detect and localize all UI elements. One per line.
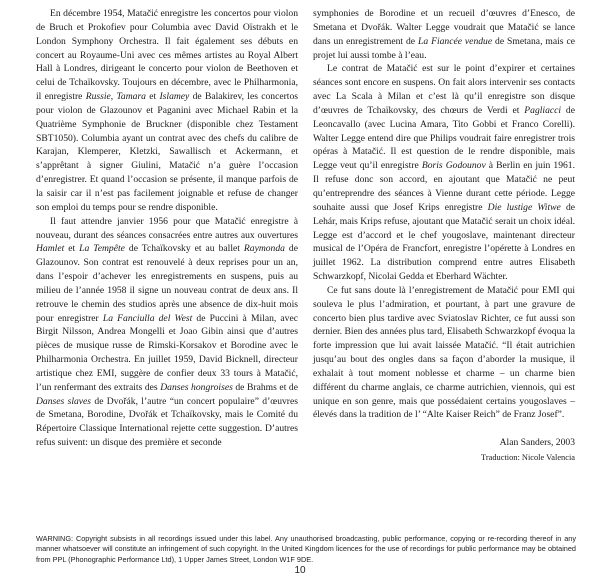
paragraph: symphonies de Borodine et un recueil d’œuvres d’Enesco, de Smetana et Dvořák. Walter Legge voudrait que Matačić se lance dans un enregistrement de La Fiancée vendue de Smetana, mais ce projet lui aussi tombe à l’eau. [313,8,575,61]
left-column [36,7,298,450]
page-number: 10 [294,565,306,576]
copyright-warning: WARNING: Copyright subsists in all recordings issued under this label. Any unauthorised broadcasting, public performance, copying or re-recording thereof in any manner whatsoever will constitute an infringement of such copyright. In the United Kingdom licences for the use of recordings for public performance may be obtained from PPL (Phonographic Performance Ltd), 1 Upper James Street, London W1F 9DE. [36,534,576,564]
paragraph: En décembre 1954, Matačić enregistre les concertos pour violon de Bruch et Prokofiev pour Columbia avec David Oïstrakh et le London Symphony Orchestra. Il fait également ses débuts en concert au Royaume-Uni avec ces mêmes artistes au Royal Albert Hall à Londres, dirigeant le concerto pour violon de Beethoven et celui de Tchaïkovsky. Toujours en décembre, avec le Philharmonia, il enregistre Russie, Tamara et Islamey de Balakirev, les concertos pour violon de Glazounov et Paganini avec Michael Rabin et la Quatrième Symphonie de Bruckner (disponible chez Testament SBT1050). Columbia ayant un contrat avec des chefs du calibre de Karajan, Klemperer, Kletzki, Sawallisch et Ackermann, et s’apprêtant à signer Giulini, Matačić n’a guère l’occasion d’enregistrer. Et quand l’occasion se présente, il manque parfois de la saisir car il n’est pas facilement joignable et refuse de changer son emploi du temps pour se rendre disponible. [36,8,298,213]
author-signature: Alan Sanders, 2003 [499,437,575,449]
translation-credit: Traduction: Nicole Valencia [481,453,575,463]
paragraph: Il faut attendre janvier 1956 pour que Matačić enregistre à nouveau, durant des séances consacrées entre autres aux ouvertures Hamlet et La Tempête de Tchaïkovsky et au ballet Raymonda de Glazounov. Son contrat est renouvelé à deux reprises pour un an, dans l’espoir d’achever les enregistrements en suspens, puis au milieu de l’année 1958 il signe un nouveau contrat de deux ans. Il retrouve le chemin des studios après une absence de dix-huit mois pour enregistrer La Fanciulla del West de Puccini à Milan, avec Birgit Nilsson, Andrea Mongelli et Joao Gibin ainsi que d’autres pièces de musique russe de Rimski-Korsakov et Borodine avec le Philharmonia Orchestra. En juillet 1959, David Bicknell, directeur artistique chez EMI, suggère de confier deux 33 tours à Matačić, l’un renfermant des extraits des Danses hongroises de Brahms et de Danses slaves de Dvořák, l’autre “un concert populaire” d’œuvres de Smetana, Borodine, Dvořák et Tchaïkovsky, mais le Comité du Répertoire Classique International rejette cette suggestion. D’autres refus suivent: un disque des première et seconde [36,215,298,449]
right-column [313,7,575,465]
paragraph: Ce fut sans doute là l’enregistrement de Matačić pour EMI qui souleva le plus l’admiration, et pourtant, à part une gravure de concerto bien plus tardive avec Sviatoslav Richter, ce fut aussi son dernier. Bien des années plus tard, Elisabeth Schwarzkopf évoqua la forte impression que lui avait laissée Matačić. “Il était autrichien jusqu’au bout des ongles dans sa façon d’aborder la musique, il exhalait à tout moment noblesse et charme – un charme bien différent du charme anglais, ce charme autrichien, viennois, qui est unique en son genre, mais que possédaient certains yougoslaves – élevés dans la tradition de l’ “Alte Kaiser Reich” de Franz Josef”. [313,284,575,421]
paragraph: Le contrat de Matačić est sur le point d’expirer et certaines séances sont encore en suspens. On fait alors intervenir ses contacts avec La Scala à Milan et c’est là qu’il enregistre son disque d’œuvres de Tchaïkovsky, des chœurs de Verdi et Pagliacci de Leoncavallo (avec Lucina Amara, Tito Gobbi et Franco Corelli). Walter Legge entend dire que Philips voudrait faire enregistrer trois opéras à Matačić. Il est question de le rendre disponible, mais Legge veut qu’il enregistre Boris Godounov à Berlin en juin 1961. Il refuse donc son accord, en ajoutant que Matačić ne peut qu’entreprendre des séances à Vienne durant cette période. Legge souhaite aussi que Josef Krips enregistre Die lustige Witwe de Lehár, mais Krips refuse, ajoutant que Matačić serait un choix idéal. Legge est d’accord et le chef yougoslave, maintenant directeur musical de l’Opéra de Francfort, enregistre l’opérette à Londres en juillet 1962. La distribution comprend entre autres Elisabeth Schwarzkopf, Nicolai Gedda et Eberhard Wächter. [313,63,576,283]
